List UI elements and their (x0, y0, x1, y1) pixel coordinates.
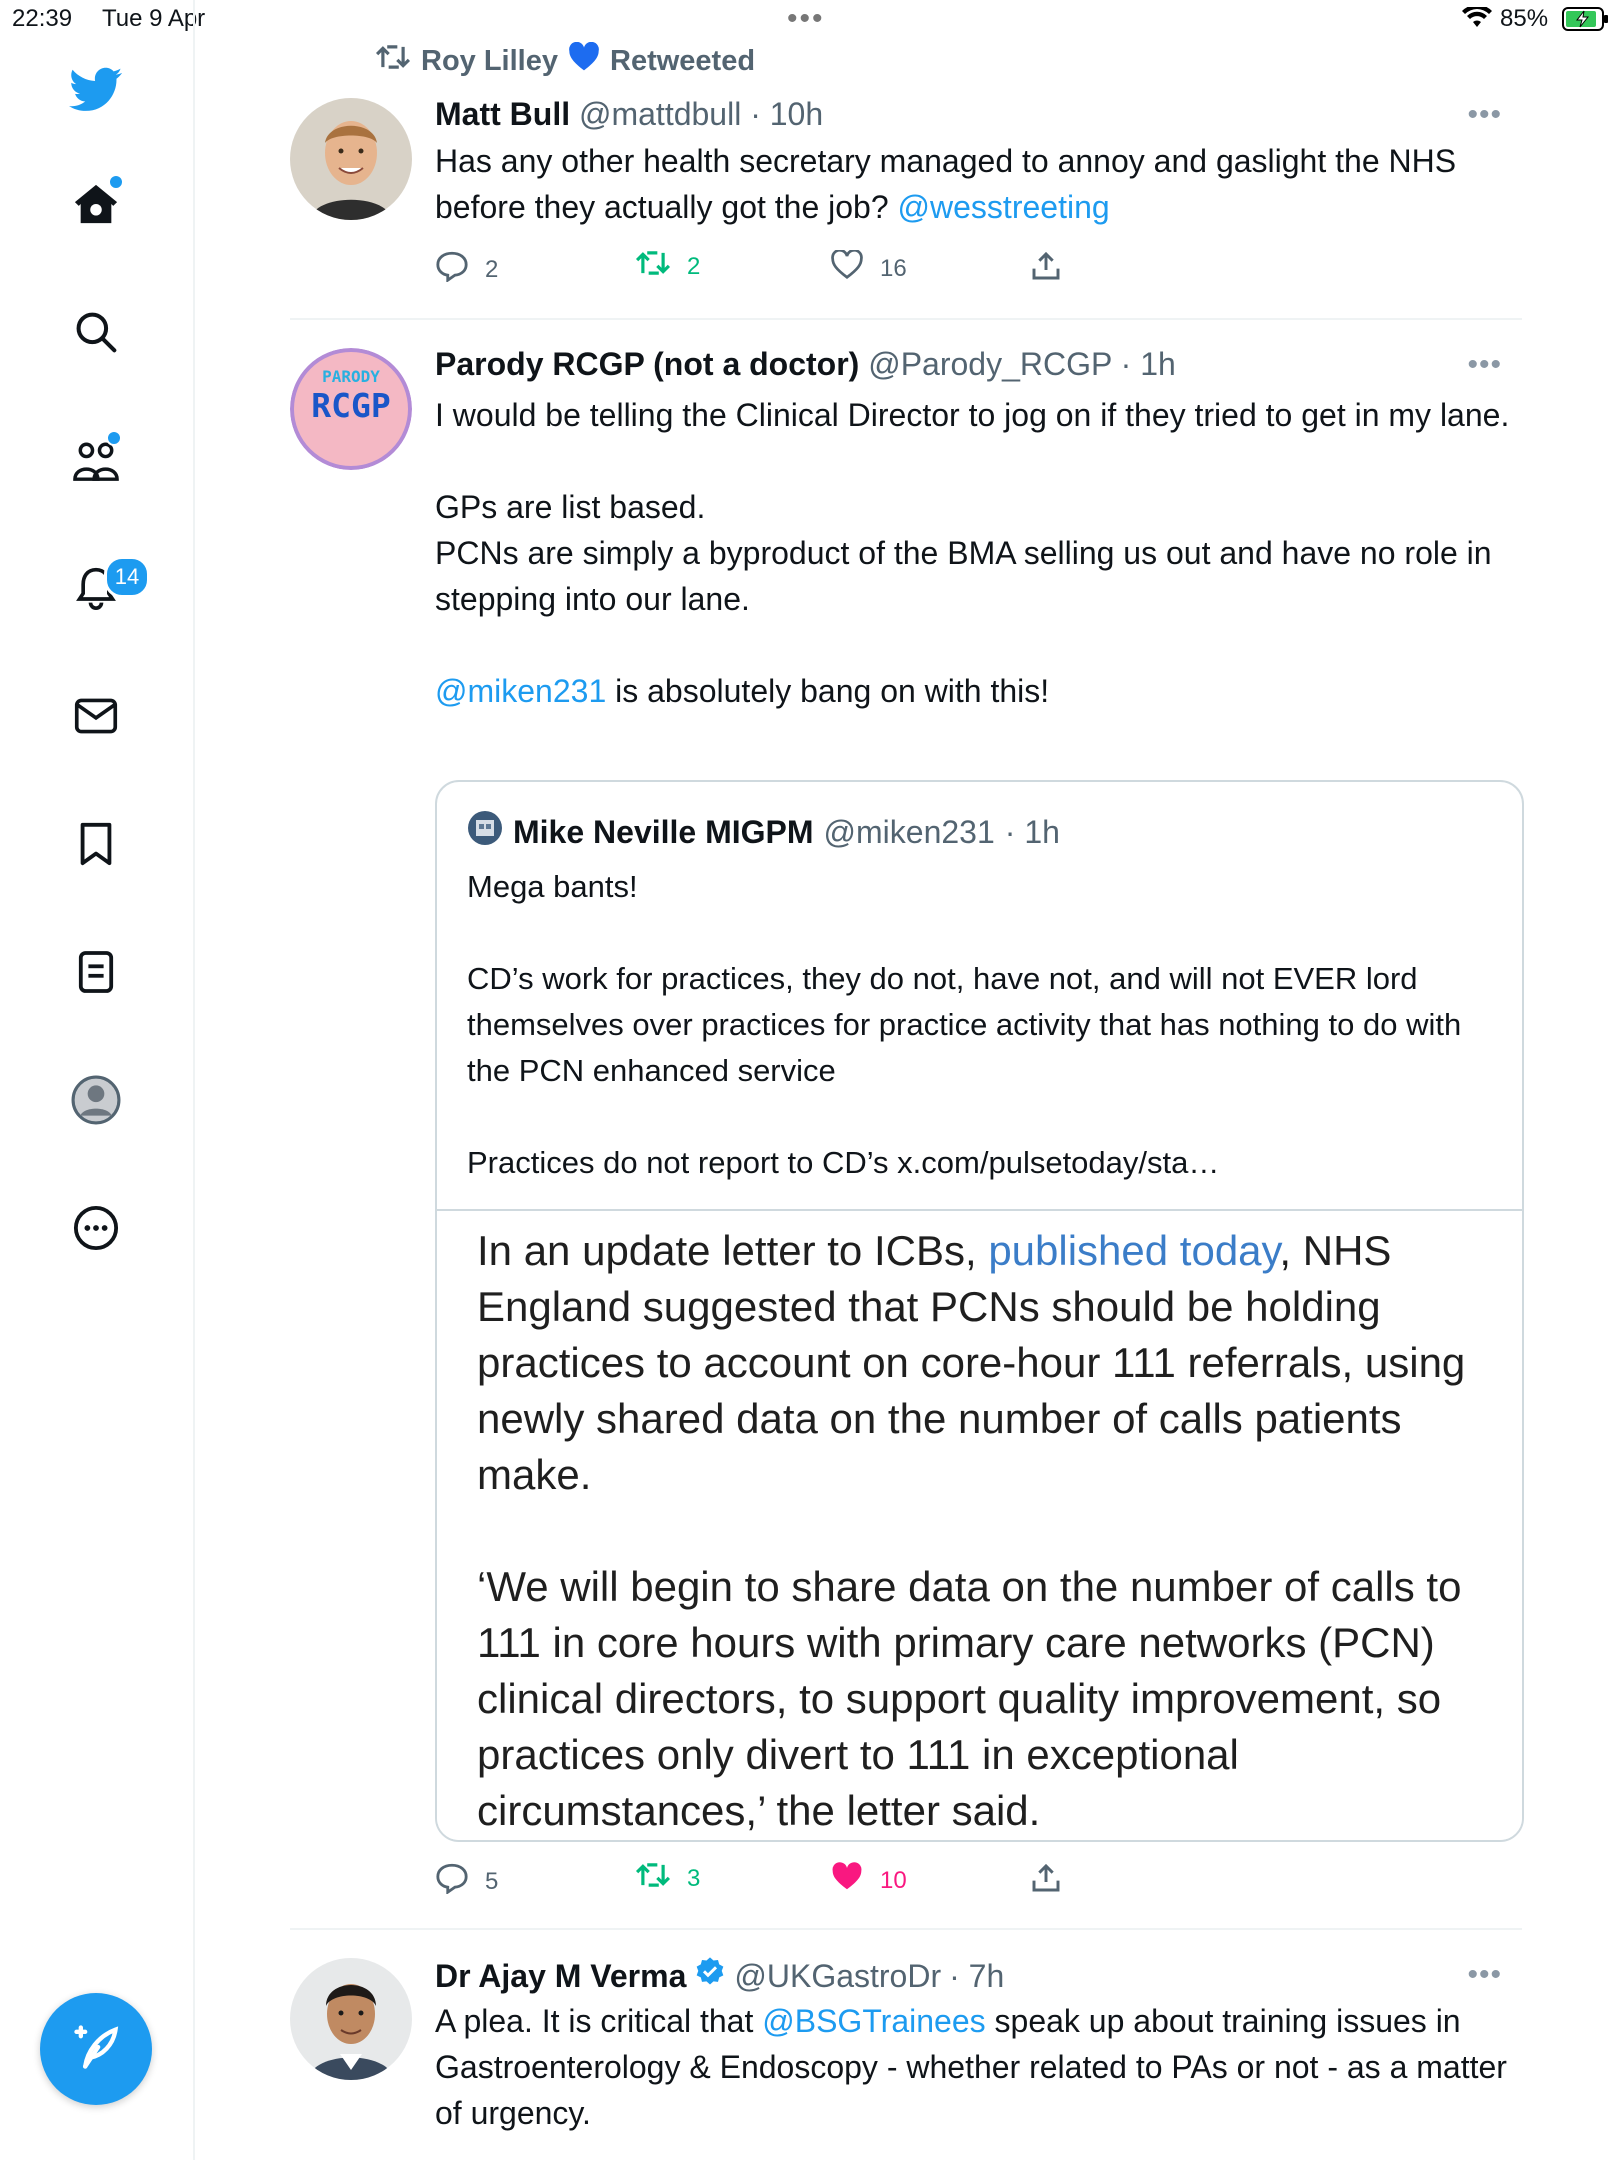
avatar[interactable] (290, 348, 412, 470)
like-icon (830, 1862, 864, 1899)
wifi-icon (1462, 7, 1492, 36)
quoted-tweet-text: Mega bants! CD’s work for practices, they do not, have not, and will not EVER lord themselves over practices for practice activity that has nothing to do with the PCN enhanced service Practices do not report to CD’s x.com/pulsetoday/sta… (467, 869, 1462, 1180)
like-button[interactable] (830, 1862, 907, 1899)
tweet[interactable] (290, 96, 1522, 296)
article-text-start: In an update letter to ICBs, (477, 1227, 989, 1274)
more-icon[interactable] (66, 1198, 126, 1258)
status-time: 22:39 (12, 5, 73, 32)
retweet-icon (375, 44, 411, 78)
like-count: 10 (880, 1866, 907, 1894)
tweet-actions (435, 250, 1135, 290)
retweet-button[interactable] (635, 250, 700, 283)
retweet-banner[interactable] (375, 42, 755, 80)
heart-emoji-icon (568, 42, 600, 80)
author-name[interactable]: Matt Bull (435, 96, 571, 132)
divider (290, 1928, 1522, 1930)
like-count: 16 (880, 254, 907, 282)
multitasking-dots-icon[interactable]: ••• (787, 2, 825, 35)
retweet-button[interactable] (635, 1862, 700, 1895)
article-text-rest: , NHS England suggested that PCNs should be holding practices to account on core-hour 111 referrals, using newly shared data on the number of calls patients make. ‘We will begin to share data on the number of calls to 111 in core hours with primary care networks (PCN) clinical directors, to support quality improvement, so practices only divert to 111 in exceptional circumstances,’ the letter said. (477, 1227, 1466, 1834)
communities-unread-dot (106, 430, 122, 446)
sidebar-nav (0, 0, 195, 2160)
battery-charging-icon (1562, 6, 1610, 39)
quoted-tweet[interactable] (435, 780, 1524, 1842)
retweet-icon (635, 1862, 671, 1895)
author-handle[interactable]: @UKGastroDr (734, 1957, 942, 1994)
home-icon[interactable] (66, 174, 126, 234)
compose-tweet-button[interactable] (40, 1993, 152, 2105)
like-icon (830, 250, 864, 287)
tweet-time[interactable]: · 10h (750, 96, 824, 132)
search-icon[interactable] (66, 302, 126, 362)
reply-button[interactable] (435, 1862, 498, 1901)
communities-icon[interactable] (66, 430, 126, 490)
tweet-text (435, 138, 1515, 230)
share-icon (1030, 250, 1062, 289)
compose-icon (70, 2021, 122, 2078)
tweet[interactable] (290, 1956, 1522, 2160)
retweet-count: 3 (687, 1864, 701, 1892)
retweet-count: 2 (687, 252, 701, 280)
quoted-tweet-header (467, 810, 1060, 854)
tweet-more-button[interactable]: ••• (1467, 348, 1502, 381)
profile-icon[interactable] (66, 1070, 126, 1130)
share-icon (1030, 1862, 1062, 1901)
tweet-header (435, 346, 1176, 383)
messages-icon[interactable] (66, 686, 126, 746)
author-name[interactable]: Parody RCGP (not a doctor) (435, 346, 860, 382)
lists-icon[interactable] (66, 942, 126, 1002)
tweet-text-body: Has any other health secretary managed to annoy and gaslight the NHS before they actually got the job? (435, 143, 1465, 225)
share-button[interactable] (1030, 250, 1062, 289)
avatar-main-text: RCGP (311, 386, 391, 425)
tweet-text (435, 1998, 1515, 2136)
reply-count: 5 (485, 1867, 499, 1895)
article-screenshot-text (477, 1223, 1497, 1839)
battery-percent: 85% (1500, 5, 1549, 32)
mention-link[interactable]: @wesstreeting (897, 189, 1110, 225)
retweet-icon (635, 250, 671, 283)
retweeted-label: Retweeted (610, 44, 756, 77)
avatar[interactable] (290, 98, 412, 220)
reply-count: 2 (485, 255, 499, 283)
tweet-text-body: I would be telling the Clinical Director to jog on if they tried to get in my lane. GPs are list based. PCNs are simply a byproduct of the BMA selling us out and have no role in stepping into our lane. (435, 397, 1510, 617)
verified-icon (694, 1956, 726, 1996)
reply-button[interactable] (435, 250, 498, 289)
status-bar (0, 0, 1620, 40)
tweet-more-button[interactable]: ••• (1467, 1958, 1502, 1991)
tweet-actions (435, 1862, 1135, 1902)
share-button[interactable] (1030, 1862, 1062, 1901)
quoted-tweet-image[interactable] (437, 1209, 1522, 1842)
reply-icon (435, 250, 469, 289)
avatar-top-text: PARODY (322, 367, 380, 386)
divider (290, 318, 1522, 320)
author-name[interactable]: Dr Ajay M Verma (435, 1957, 687, 1994)
author-handle[interactable]: @mattdbull (578, 96, 742, 132)
avatar[interactable] (290, 1958, 412, 2080)
home-unread-dot (108, 174, 124, 190)
bookmarks-icon[interactable] (66, 814, 126, 874)
tweet-header (435, 96, 823, 133)
tweet-time[interactable]: · 7h (949, 1957, 1005, 1994)
quoted-tweet-time: · 1h (1004, 813, 1060, 850)
mention-link[interactable]: @BSGTrainees (762, 2003, 986, 2039)
tweet-text-tail: speak up about training issues in Gastroenterology & Endoscopy - whether related to PAs or not - as a matter of urgency. (435, 2003, 1516, 2131)
tweet-text-body: A plea. It is critical that (435, 2003, 763, 2039)
notifications-badge: 14 (104, 556, 150, 598)
article-link: published today (988, 1227, 1280, 1274)
tweet-header (435, 1956, 1004, 1996)
quoted-avatar[interactable] (467, 810, 503, 854)
status-date: Tue 9 Apr (102, 5, 206, 32)
tweet-more-button[interactable]: ••• (1467, 98, 1502, 131)
tweet-text-tail: is absolutely bang on with this! (606, 673, 1050, 709)
author-handle[interactable]: @Parody_RCGP (868, 346, 1112, 382)
twitter-logo-icon[interactable] (66, 60, 126, 120)
tweet-text (435, 392, 1515, 714)
mention-link[interactable]: @miken231 (435, 673, 607, 709)
quoted-author-handle: @miken231 (823, 813, 995, 850)
like-button[interactable] (830, 250, 907, 287)
retweeter-name: Roy Lilley (421, 44, 558, 77)
reply-icon (435, 1862, 469, 1901)
tweet-time[interactable]: · 1h (1120, 346, 1176, 382)
quoted-author-name: Mike Neville MIGPM (513, 813, 814, 850)
